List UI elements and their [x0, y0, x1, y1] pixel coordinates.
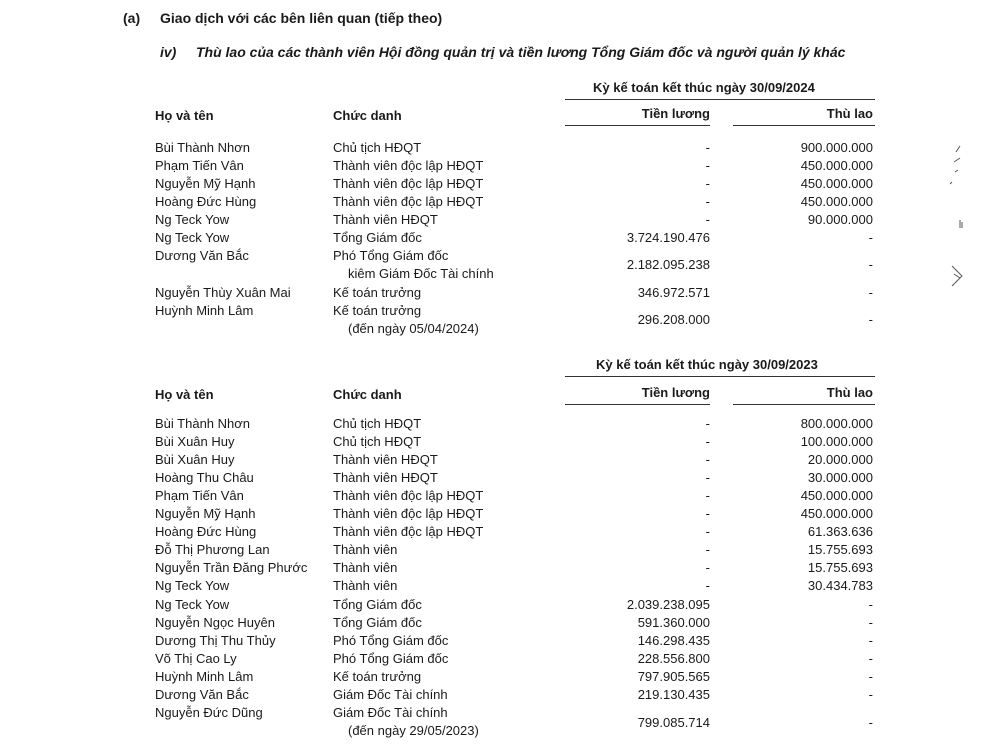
- header-name: Họ và tên: [155, 387, 214, 402]
- row-fee: 450.000.000: [800, 488, 873, 503]
- row-salary: 146.298.435: [637, 633, 710, 648]
- row-fee: 90.000.000: [807, 212, 873, 227]
- row-fee: 30.434.783: [807, 578, 873, 593]
- row-fee: -: [868, 687, 873, 702]
- row-name: Phạm Tiến Vân: [155, 488, 244, 503]
- period-label-2024: Kỳ kế toán kết thúc ngày 30/09/2024: [593, 80, 815, 95]
- row-fee: -: [868, 312, 873, 327]
- row-salary: -: [705, 470, 710, 485]
- row-salary: -: [705, 560, 710, 575]
- header-rule-fee: [733, 125, 875, 126]
- row-name: Hoàng Đức Hùng: [155, 194, 257, 209]
- header-title: Chức danh: [333, 387, 402, 402]
- row-title-continued: (đến ngày 29/05/2023): [348, 723, 479, 738]
- row-salary: 591.360.000: [637, 615, 710, 630]
- row-fee: 15.755.693: [807, 560, 873, 575]
- row-title-continued: kiêm Giám Đốc Tài chính: [348, 266, 494, 281]
- row-name: Dương Thị Thu Thủy: [155, 633, 276, 648]
- header-rule-fee: [733, 404, 875, 405]
- row-salary: 3.724.190.476: [626, 230, 710, 245]
- row-salary: -: [705, 194, 710, 209]
- row-salary: -: [705, 578, 710, 593]
- row-fee: -: [868, 633, 873, 648]
- row-fee: -: [868, 669, 873, 684]
- section-title: Giao dịch với các bên liên quan (tiếp theo): [160, 10, 443, 26]
- row-title: Kế toán trưởng: [333, 303, 422, 318]
- row-title: Chủ tịch HĐQT: [333, 434, 422, 449]
- header-fee: Thù lao: [826, 106, 873, 121]
- row-title: Thành viên độc lập HĐQT: [333, 194, 484, 209]
- row-title: Thành viên HĐQT: [333, 470, 438, 485]
- row-fee: -: [868, 257, 873, 272]
- header-salary: Tiền lương: [641, 106, 710, 121]
- row-name: Ng Teck Yow: [155, 578, 230, 593]
- header-name: Họ và tên: [155, 108, 214, 123]
- row-salary: -: [705, 506, 710, 521]
- row-title: Thành viên độc lập HĐQT: [333, 176, 484, 191]
- row-title: Kế toán trưởng: [333, 669, 422, 684]
- row-salary: -: [705, 452, 710, 467]
- row-name: Hoàng Đức Hùng: [155, 524, 257, 539]
- row-title: Thành viên độc lập HĐQT: [333, 524, 484, 539]
- period-rule-2024: [565, 99, 875, 100]
- row-salary: 296.208.000: [637, 312, 710, 327]
- row-title: Thành viên độc lập HĐQT: [333, 506, 484, 521]
- row-name: Ng Teck Yow: [155, 597, 230, 612]
- subsection-title: Thù lao của các thành viên Hội đồng quản trị và tiền lương Tổng Giám đốc và người quản lý khác: [196, 44, 846, 60]
- row-salary: -: [705, 524, 710, 539]
- row-salary: 2.182.095.238: [626, 257, 710, 272]
- row-fee: 800.000.000: [800, 416, 873, 431]
- row-name: Bùi Xuân Huy: [155, 434, 235, 449]
- row-salary: -: [705, 140, 710, 155]
- row-name: Bùi Xuân Huy: [155, 452, 235, 467]
- row-title: Phó Tổng Giám đốc: [333, 651, 449, 666]
- row-title: Thành viên: [333, 560, 398, 575]
- row-fee: -: [868, 230, 873, 245]
- row-salary: -: [705, 212, 710, 227]
- row-fee: 450.000.000: [800, 176, 873, 191]
- row-title: Phó Tổng Giám đốc: [333, 248, 449, 263]
- row-fee: 20.000.000: [807, 452, 873, 467]
- row-name: Bùi Thành Nhơn: [155, 140, 251, 155]
- row-title: Tổng Giám đốc: [333, 615, 422, 630]
- row-title: Tổng Giám đốc: [333, 597, 422, 612]
- row-name: Ng Teck Yow: [155, 212, 230, 227]
- row-fee: 15.755.693: [807, 542, 873, 557]
- row-fee: -: [868, 715, 873, 730]
- row-title: Kế toán trưởng: [333, 285, 422, 300]
- row-fee: -: [868, 651, 873, 666]
- row-name: Đỗ Thị Phương Lan: [155, 542, 270, 557]
- row-title: Thành viên độc lập HĐQT: [333, 158, 484, 173]
- row-title: Giám Đốc Tài chính: [333, 705, 448, 720]
- row-title: Chủ tịch HĐQT: [333, 416, 422, 431]
- row-fee: -: [868, 285, 873, 300]
- header-salary: Tiền lương: [641, 385, 710, 400]
- subsection-number: iv): [160, 44, 177, 60]
- row-fee: 61.363.636: [807, 524, 873, 539]
- row-fee: 450.000.000: [800, 194, 873, 209]
- header-rule-salary: [565, 404, 710, 405]
- row-name: Nguyễn Trần Đăng Phước: [155, 560, 308, 575]
- row-fee: 450.000.000: [800, 158, 873, 173]
- row-name: Nguyễn Thùy Xuân Mai: [155, 285, 291, 300]
- row-name: Nguyễn Đức Dũng: [155, 705, 263, 720]
- period-label-2023: Kỳ kế toán kết thúc ngày 30/09/2023: [596, 357, 818, 372]
- row-name: Huỳnh Minh Lâm: [155, 303, 254, 318]
- row-name: Phạm Tiến Vân: [155, 158, 244, 173]
- row-salary: 346.972.571: [637, 285, 710, 300]
- row-title: Giám Đốc Tài chính: [333, 687, 448, 702]
- row-title-continued: (đến ngày 05/04/2024): [348, 321, 479, 336]
- row-title: Thành viên HĐQT: [333, 452, 438, 467]
- row-fee: -: [868, 597, 873, 612]
- row-salary: -: [705, 542, 710, 557]
- row-salary: -: [705, 176, 710, 191]
- row-name: Bùi Thành Nhơn: [155, 416, 251, 431]
- row-name: Dương Văn Bắc: [155, 248, 249, 263]
- row-name: Nguyễn Mỹ Hạnh: [155, 506, 256, 521]
- row-name: Dương Văn Bắc: [155, 687, 249, 702]
- row-salary: -: [705, 416, 710, 431]
- row-name: Võ Thị Cao Ly: [155, 651, 237, 666]
- row-salary: -: [705, 434, 710, 449]
- row-name: Nguyễn Ngọc Huyên: [155, 615, 275, 630]
- row-title: Thành viên độc lập HĐQT: [333, 488, 484, 503]
- row-title: Chủ tịch HĐQT: [333, 140, 422, 155]
- row-name: Ng Teck Yow: [155, 230, 230, 245]
- row-salary: 799.085.714: [637, 715, 710, 730]
- row-fee: 450.000.000: [800, 506, 873, 521]
- row-name: Hoàng Thu Châu: [155, 470, 254, 485]
- row-name: Huỳnh Minh Lâm: [155, 669, 254, 684]
- period-rule-2023: [565, 376, 875, 377]
- scan-margin-marks: [940, 140, 970, 310]
- header-fee: Thù lao: [826, 385, 873, 400]
- header-rule-salary: [565, 125, 710, 126]
- row-title: Tổng Giám đốc: [333, 230, 422, 245]
- row-fee: 900.000.000: [800, 140, 873, 155]
- header-title: Chức danh: [333, 108, 402, 123]
- row-name: Nguyễn Mỹ Hạnh: [155, 176, 256, 191]
- row-fee: 30.000.000: [807, 470, 873, 485]
- row-salary: -: [705, 158, 710, 173]
- row-salary: 219.130.435: [637, 687, 710, 702]
- row-title: Thành viên HĐQT: [333, 212, 438, 227]
- row-fee: -: [868, 615, 873, 630]
- row-fee: 100.000.000: [800, 434, 873, 449]
- row-salary: 228.556.800: [637, 651, 710, 666]
- row-title: Thành viên: [333, 542, 398, 557]
- section-letter: (a): [123, 10, 141, 26]
- row-title: Thành viên: [333, 578, 398, 593]
- row-salary: -: [705, 488, 710, 503]
- row-title: Phó Tổng Giám đốc: [333, 633, 449, 648]
- row-salary: 797.905.565: [637, 669, 710, 684]
- row-salary: 2.039.238.095: [626, 597, 710, 612]
